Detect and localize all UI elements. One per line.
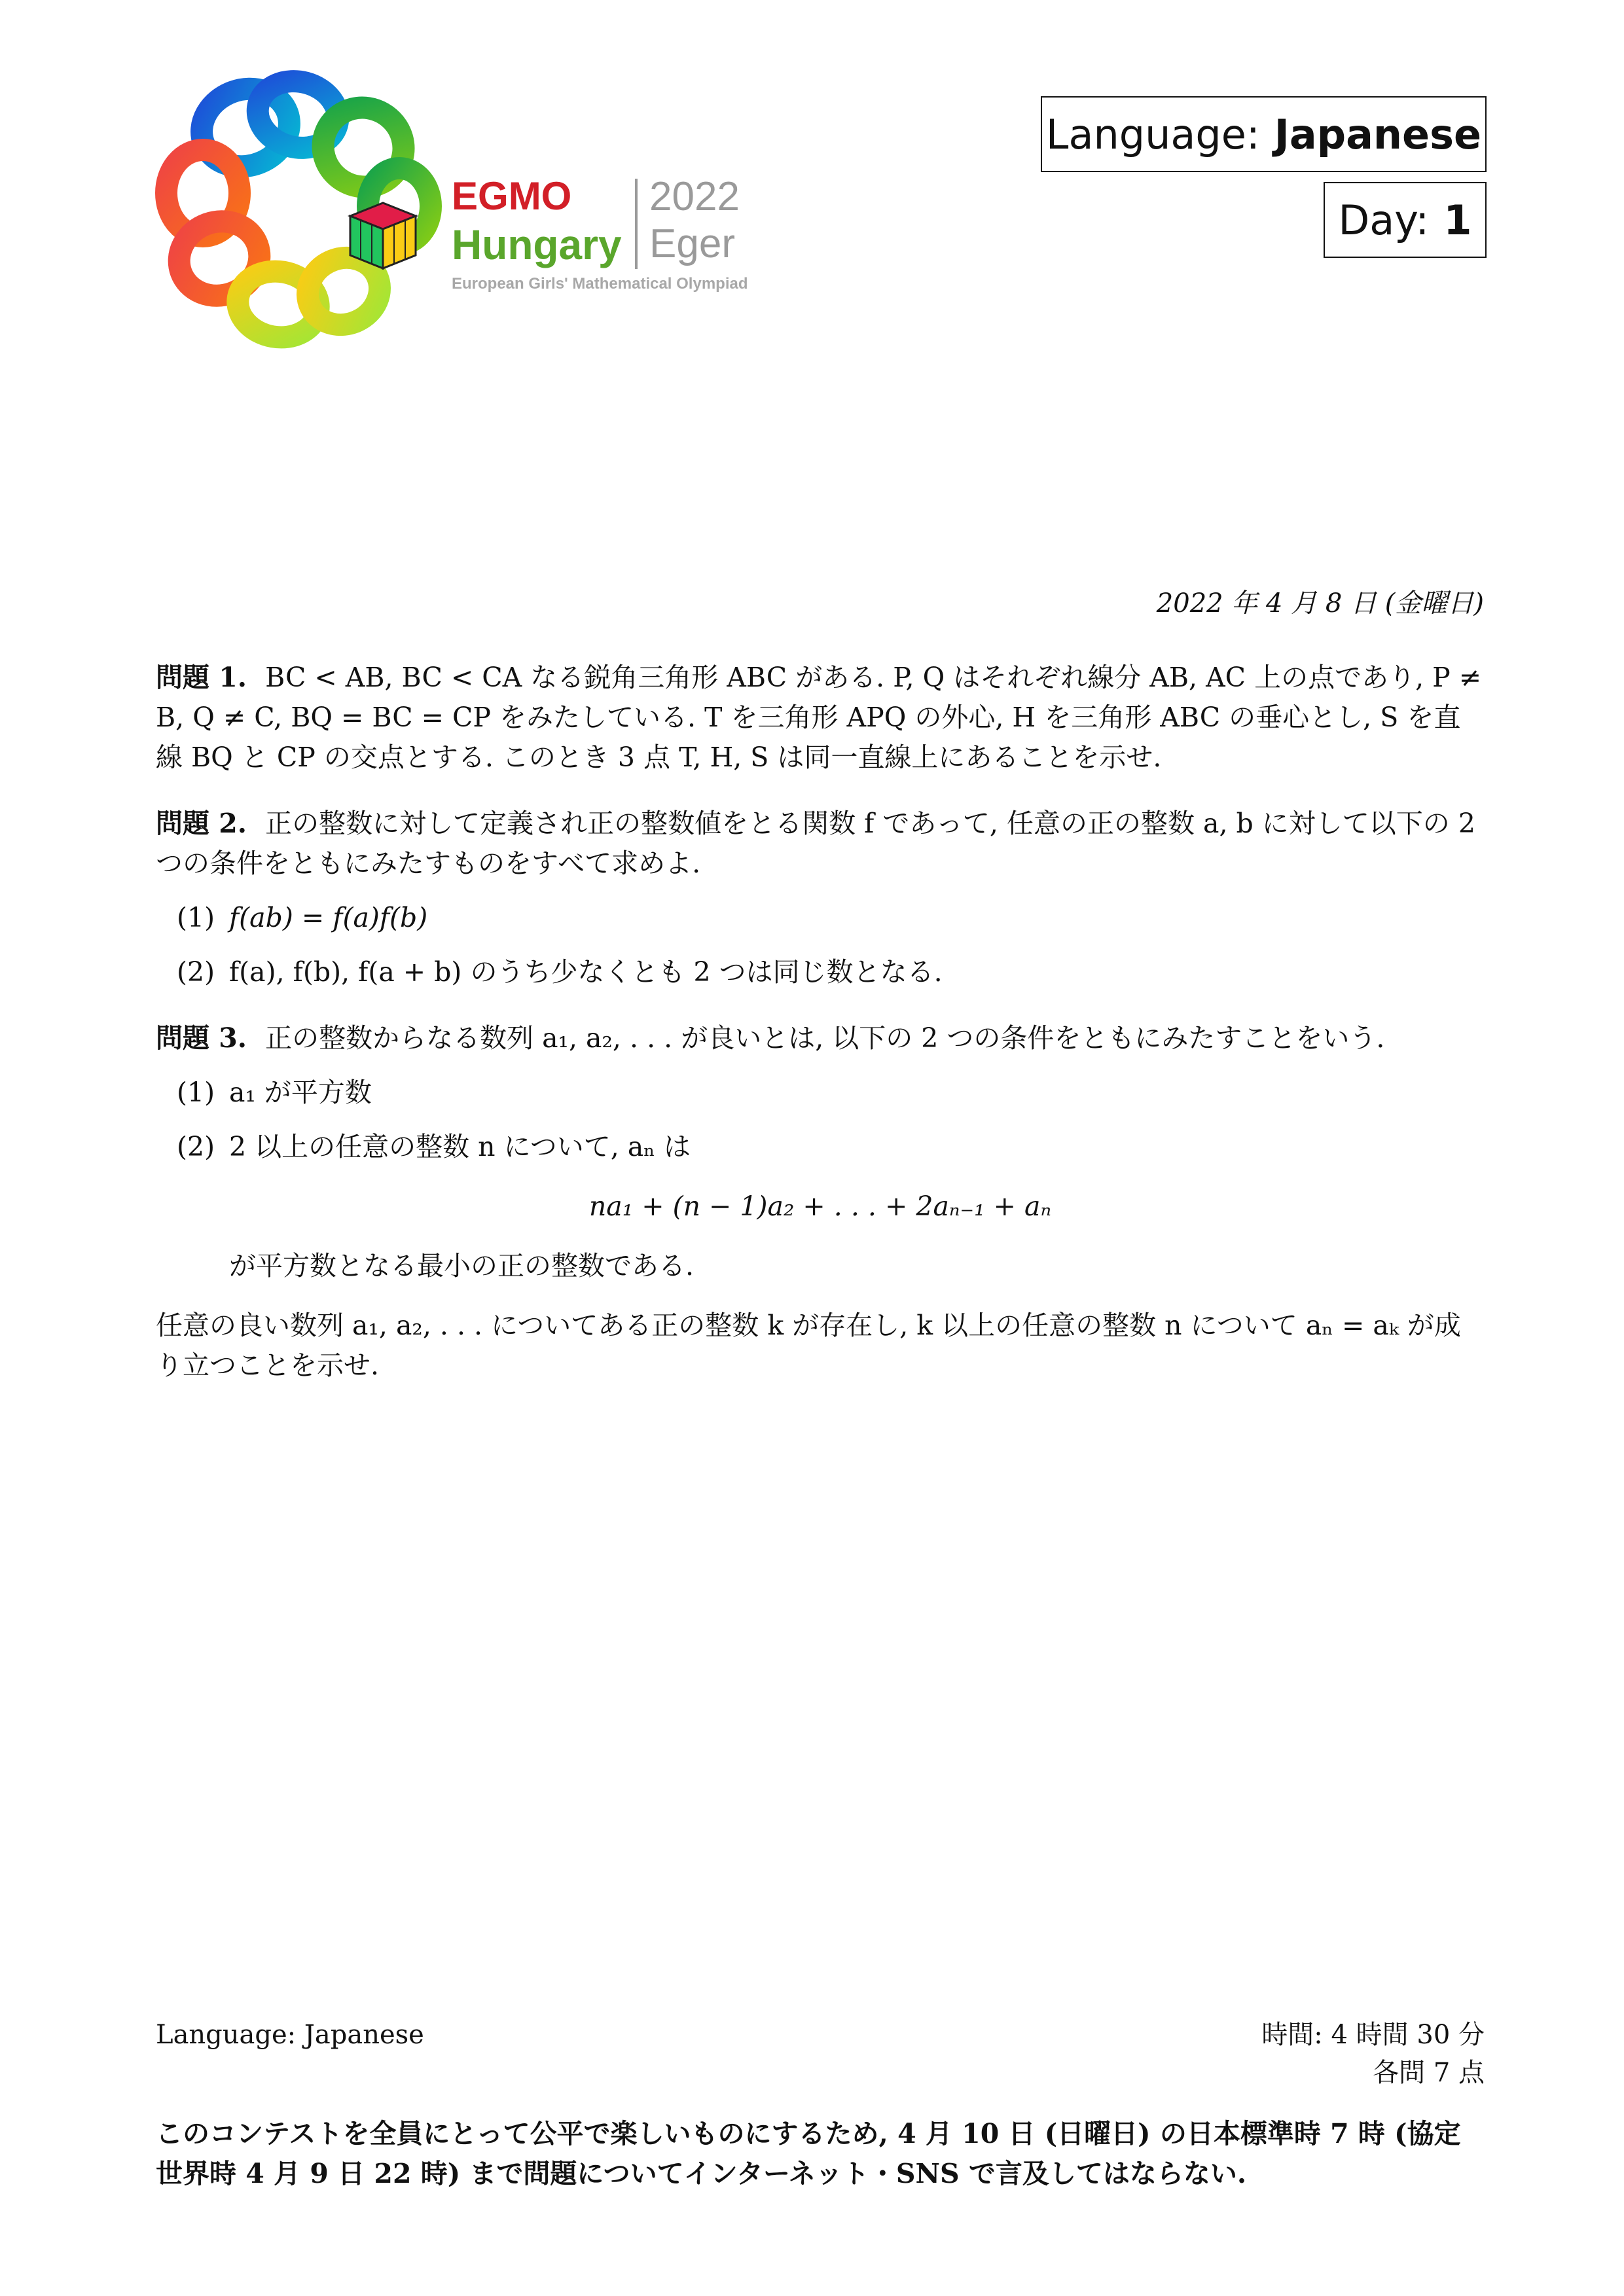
condition-item [177, 952, 1485, 992]
problem-text: BC < AB, BC < CA なる鋭角三角形 ABC がある. P, Q はそれぞれ線分 AB, AC 上の点であり, P ≠ B, Q ≠ C, BQ = BC = CP をみたしている. T を三角形 APQ の外心, H を三角形 ABC の垂心とし, S を直線 BQ と CP の交点とする. このとき 3 点 T, H, S は同一直線上にあることを示せ. [156, 662, 1482, 773]
embargo-notice: このコンテストを全員にとって公平で楽しいものにするため, 4 月 10 日 (日曜日) の日本標準時 7 時 (協定世界時 4 月 9 日 22 時) まで問題についてインターネット・SNS で言及してはならない. [156, 2118, 1461, 2189]
condition-number: (2) [177, 956, 215, 988]
condition-text: f(a), f(b), f(a + b) のうち少なくとも 2 つは同じ数となる. [229, 956, 943, 988]
footer-time-points [1261, 2016, 1485, 2092]
egmo-logo [147, 69, 448, 357]
problem-label: 問題 2. [156, 808, 247, 839]
condition-item [177, 1073, 1485, 1113]
problem-text: 正の整数からなる数列 a₁, a₂, . . . が良いとは, 以下の 2 つの条件をともにみたすことをいう. [265, 1022, 1385, 1054]
condition-item [177, 898, 1485, 938]
rubik-cube-icon [350, 203, 416, 268]
condition-text: a₁ が平方数 [229, 1077, 372, 1108]
day-label: Day: [1338, 196, 1430, 244]
problem-text: 正の整数に対して定義され正の整数値をとる関数 f であって, 任意の正の整数 a, b に対して以下の 2 つの条件をともにみたすものをすべて求めよ. [156, 808, 1475, 879]
problem-3 [156, 1018, 1485, 1386]
language-label: Language: [1045, 110, 1260, 158]
display-formula: na₁ + (n − 1)a₂ + . . . + 2aₙ₋₁ + aₙ [588, 1191, 1052, 1222]
day-box [1324, 182, 1487, 258]
condition-item [177, 1127, 1485, 1167]
logo-fullname: European Girls' Mathematical Olympiad [452, 275, 748, 293]
time-limit: 時間: 4 時間 30 分 [1261, 2020, 1485, 2050]
condition-number: (1) [177, 902, 215, 933]
condition-text: f(ab) = f(a)f(b) [229, 902, 428, 933]
logo-city: Eger [649, 221, 735, 266]
language-box [1041, 96, 1487, 172]
problem-label: 問題 1. [156, 662, 247, 693]
day-value: 1 [1443, 196, 1472, 244]
logo-year: 2022 [649, 174, 740, 219]
condition-continuation: が平方数となる最小の正の整数である. [229, 1250, 695, 1282]
condition-text: 2 以上の任意の整数 n について, aₙ は [229, 1131, 691, 1162]
condition-number: (1) [177, 1077, 215, 1108]
exam-date: 2022 年 4 月 8 日 (金曜日) [1156, 588, 1484, 619]
points-per-problem: 各問 7 点 [1373, 2058, 1485, 2088]
condition-number: (2) [177, 1131, 215, 1162]
footer-language: Language: Japanese [156, 2020, 424, 2050]
logo-hungary: Hungary [452, 221, 622, 268]
logo-egmo: EGMO [452, 174, 572, 218]
problem-conclusion: 任意の良い数列 a₁, a₂, . . . についてある正の整数 k が存在し, k 以上の任意の整数 n について aₙ = aₖ が成り立つことを示せ. [156, 1310, 1461, 1381]
problems [156, 658, 1485, 1412]
problem-2 [156, 804, 1485, 992]
problem-label: 問題 3. [156, 1022, 247, 1054]
logo-divider [635, 179, 638, 269]
problem-1 [156, 658, 1485, 778]
language-value: Japanese [1274, 110, 1482, 158]
